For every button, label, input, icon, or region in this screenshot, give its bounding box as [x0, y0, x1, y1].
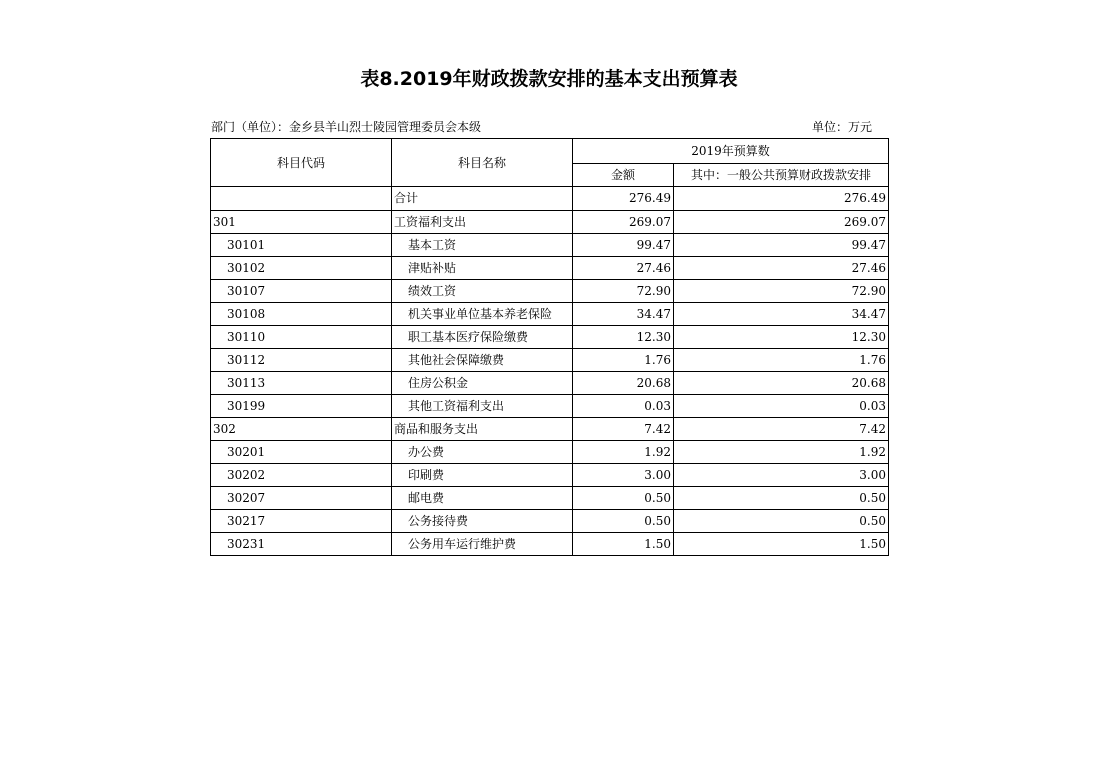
table-row [211, 418, 889, 441]
cell-code: 30217 [211, 510, 392, 533]
cell-code: 30199 [211, 395, 392, 418]
header-code: 科目代码 [211, 139, 392, 187]
cell-amount: 1.92 [573, 441, 674, 464]
table-row [211, 533, 889, 556]
table-row [211, 395, 889, 418]
table-body [211, 187, 889, 556]
cell-code: 30107 [211, 280, 392, 303]
table-row [211, 487, 889, 510]
cell-name: 印刷费 [392, 464, 573, 487]
cell-general-public: 269.07 [674, 211, 889, 234]
table-row [211, 211, 889, 234]
cell-amount: 276.49 [573, 187, 674, 211]
cell-code: 30113 [211, 372, 392, 395]
cell-general-public: 12.30 [674, 326, 889, 349]
cell-code: 30201 [211, 441, 392, 464]
cell-code: 30108 [211, 303, 392, 326]
cell-amount: 99.47 [573, 234, 674, 257]
cell-general-public: 0.50 [674, 487, 889, 510]
table-row [211, 326, 889, 349]
cell-general-public: 1.76 [674, 349, 889, 372]
cell-amount: 1.76 [573, 349, 674, 372]
unit-label: 单位：万元 [812, 120, 873, 134]
budget-table [210, 138, 889, 556]
cell-code: 30202 [211, 464, 392, 487]
cell-general-public: 0.50 [674, 510, 889, 533]
table-row [211, 510, 889, 533]
page-title: 表8.2019年财政拨款安排的基本支出预算表 [360, 68, 738, 90]
cell-amount: 0.50 [573, 510, 674, 533]
cell-code: 30112 [211, 349, 392, 372]
total-row [211, 187, 889, 211]
cell-name: 绩效工资 [392, 280, 573, 303]
cell-amount: 7.42 [573, 418, 674, 441]
cell-name: 工资福利支出 [392, 211, 573, 234]
cell-amount: 72.90 [573, 280, 674, 303]
cell-amount: 34.47 [573, 303, 674, 326]
cell-code: 30231 [211, 533, 392, 556]
cell-code: 30207 [211, 487, 392, 510]
table-row [211, 441, 889, 464]
cell-name: 商品和服务支出 [392, 418, 573, 441]
cell-general-public: 276.49 [674, 187, 889, 211]
cell-general-public: 0.03 [674, 395, 889, 418]
cell-general-public: 1.50 [674, 533, 889, 556]
cell-name: 公务接待费 [392, 510, 573, 533]
cell-general-public: 20.68 [674, 372, 889, 395]
table-row [211, 257, 889, 280]
cell-general-public: 7.42 [674, 418, 889, 441]
cell-amount: 20.68 [573, 372, 674, 395]
table-header-row [211, 139, 889, 164]
cell-amount: 1.50 [573, 533, 674, 556]
cell-amount: 3.00 [573, 464, 674, 487]
cell-name: 职工基本医疗保险缴费 [392, 326, 573, 349]
cell-code: 302 [211, 418, 392, 441]
department-label: 部门（单位）：金乡县羊山烈士陵园管理委员会本级 [211, 120, 482, 134]
cell-name: 公务用车运行维护费 [392, 533, 573, 556]
cell-amount: 269.07 [573, 211, 674, 234]
cell-code: 30101 [211, 234, 392, 257]
cell-code: 30110 [211, 326, 392, 349]
cell-amount: 0.50 [573, 487, 674, 510]
cell-name: 其他社会保障缴费 [392, 349, 573, 372]
cell-name: 机关事业单位基本养老保险 [392, 303, 573, 326]
cell-name: 合计 [392, 187, 573, 211]
cell-amount: 27.46 [573, 257, 674, 280]
cell-general-public: 3.00 [674, 464, 889, 487]
cell-code: 301 [211, 211, 392, 234]
cell-name: 其他工资福利支出 [392, 395, 573, 418]
header-name: 科目名称 [392, 139, 573, 187]
cell-name: 基本工资 [392, 234, 573, 257]
header-budget-group: 2019年预算数 [573, 139, 889, 164]
header-general-public: 其中：一般公共预算财政拨款安排 [674, 164, 889, 187]
cell-name: 津贴补贴 [392, 257, 573, 280]
cell-name: 邮电费 [392, 487, 573, 510]
cell-code: 30102 [211, 257, 392, 280]
table-row [211, 349, 889, 372]
cell-general-public: 72.90 [674, 280, 889, 303]
table-row [211, 234, 889, 257]
table-row [211, 303, 889, 326]
cell-name: 住房公积金 [392, 372, 573, 395]
cell-amount: 12.30 [573, 326, 674, 349]
cell-code [211, 187, 392, 211]
table-row [211, 280, 889, 303]
cell-general-public: 99.47 [674, 234, 889, 257]
cell-name: 办公费 [392, 441, 573, 464]
cell-general-public: 1.92 [674, 441, 889, 464]
header-amount: 金额 [573, 164, 674, 187]
cell-amount: 0.03 [573, 395, 674, 418]
cell-general-public: 27.46 [674, 257, 889, 280]
table-row [211, 372, 889, 395]
table-row [211, 464, 889, 487]
cell-general-public: 34.47 [674, 303, 889, 326]
